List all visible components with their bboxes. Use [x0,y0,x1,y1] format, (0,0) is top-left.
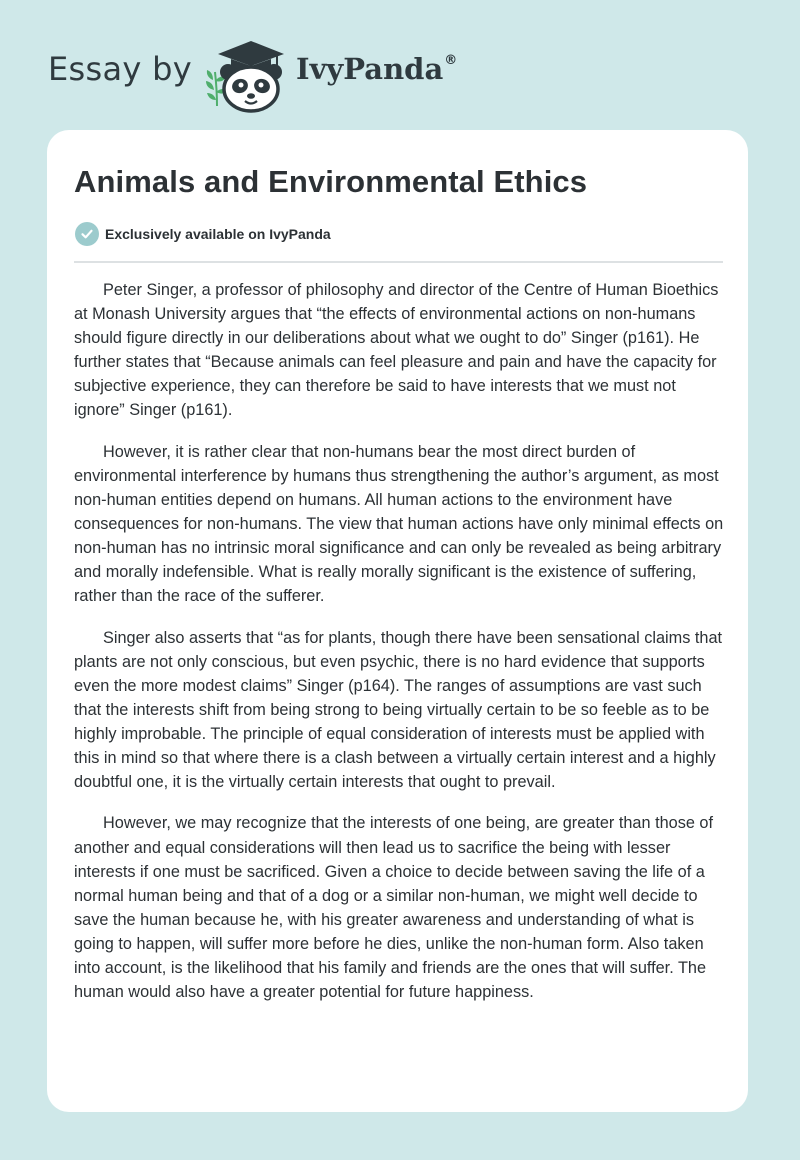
check-circle-icon [75,222,99,246]
exclusive-badge [75,222,331,246]
essay-card [47,130,748,1112]
registered-mark: ® [444,53,458,68]
exclusive-label: Exclusively available on IvyPanda [105,226,331,242]
paragraph: Singer also asserts that “as for plants, though there have been sensational claims that plants are not only conscious, but even psychic, there is no hard evidence that supports even the more modest claims” Singer (p164). The ranges of assumptions are vast such that the interests shift from being strong to being virtually certain to be so feeble as to be highly improbable. The principle of equal consideration of interests must be applied with this in mind so that where there is a clash between a virtually certain interest and a highly doubtful one, it is the virtually certain interests that ought to prevail. [74,628,723,792]
divider [74,261,723,263]
paragraph: However, we may recognize that the interests of one being, are greater than those of another and equal considerations will then lead us to sacrifice the being with lesser interests if one must be sacrificed. Given a choice to decide between saving the life of a normal human being and that of a dog or a similar non-human, we might well decide to save the human because he, with his greater awareness and understanding of what is going to happen, will suffer more before he dies, unlike the non-human form. Also taken into account, is the likelihood that his family and friends are the ones that will suffer. The human would also have a greater potential for future happiness. [74,814,713,1002]
essay-body [74,278,725,1021]
paragraph: Peter Singer, a professor of philosophy and director of the Centre of Human Bioethics at Monash University argues that “the effects of environmental actions on non-humans should figure directly in our deliberations about what we ought to do” Singer (p161). He further states that “Because animals can feel pleasure and pain and have the capacity for subjective experience, they can therefore be said to have interests that we must not ignore” Singer (p161). [74,281,719,420]
panda-logo-icon[interactable] [201,34,293,114]
page-title: Animals and Environmental Ethics [74,164,588,199]
essay-by-label: Essay by [48,50,192,88]
site-header [48,30,508,110]
brand-text: IvyPanda [296,52,444,86]
paragraph: However, it is rather clear that non-humans bear the most direct burden of environmental interference by humans thus strengthening the author’s argument, as most non-human entities depend on humans. All human actions to the environment have consequences for non-humans. The view that human actions have only minimal effects on non-human has no intrinsic moral significance and can only be revealed as being arbitrary and morally indefensible. What is really morally significant is the existence of suffering, rather than the race of the sufferer. [74,442,724,606]
brand-name[interactable] [296,52,456,86]
